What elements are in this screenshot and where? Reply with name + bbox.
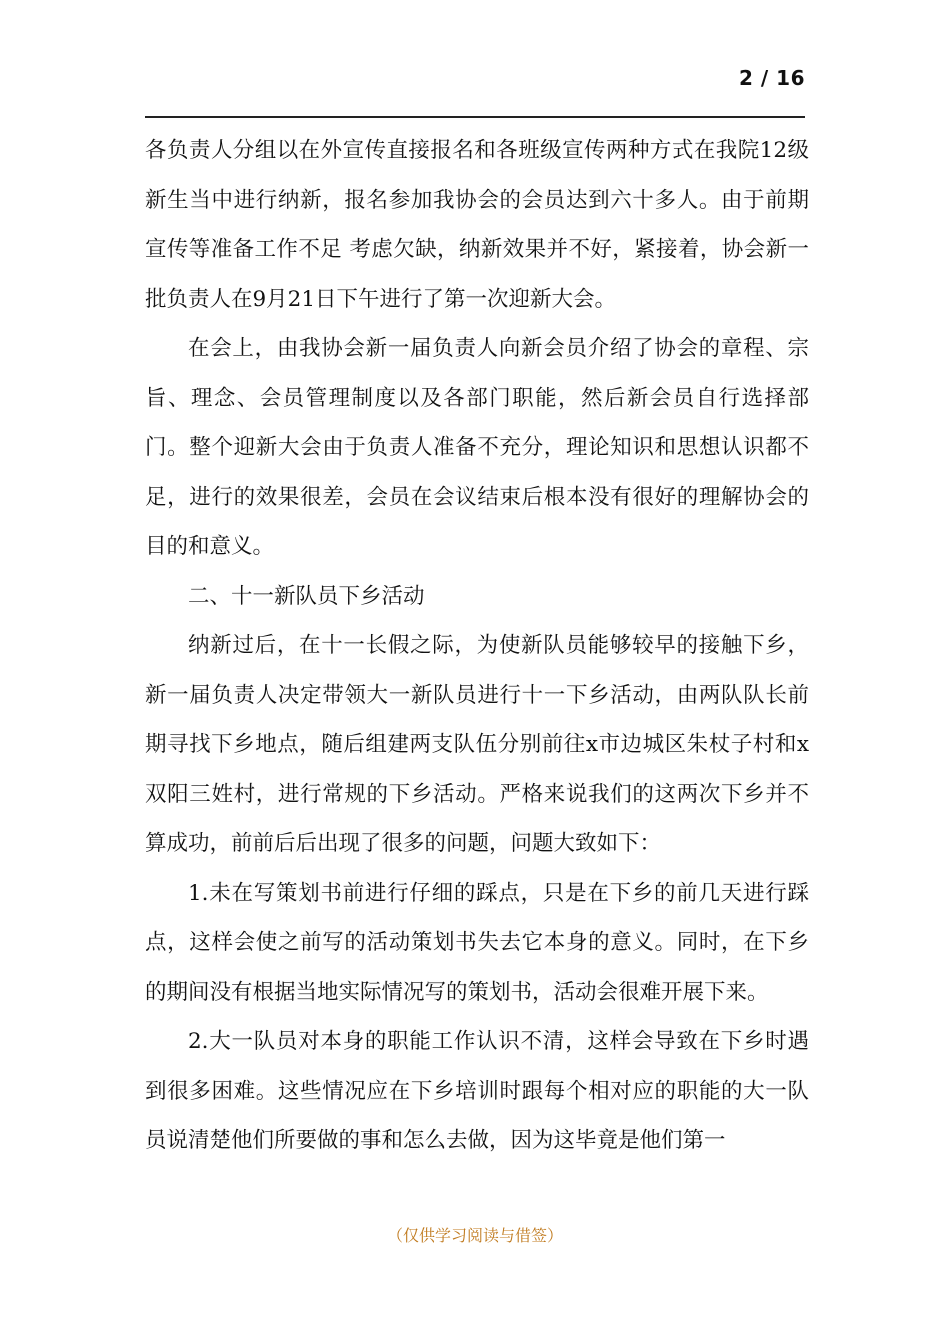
paragraph: 在会上，由我协会新一届负责人向新会员介绍了协会的章程、宗旨、理念、会员管理制度以及各部门职能，然后新会员自行选择部门。整个迎新大会由于负责人准备不充分，理论知识和思想认识都不足，进行的效果很差，会员在会议结束后根本没有很好的理解协会的目的和意义。 (145, 336, 809, 559)
list-item: 1.未在写策划书前进行仔细的踩点，只是在下乡的前几天进行踩点，这样会使之前写的活动策划书失去它本身的意义。同时，在下乡的期间没有根据当地实际情况写的策划书，活动会很难开展下来。 (145, 880, 809, 1005)
footer-note: （仅供学习阅读与借签） (386, 1226, 563, 1245)
paragraph: 各负责人分组以在外宣传直接报名和各班级宣传两种方式在我院12级新生当中进行纳新，报名参加我协会的会员达到六十多人。由于前期宣传等准备工作不足 考虑欠缺，纳新效果并不好，紧接着，协会新一批负责人在9月21日下午进行了第一次迎新大会。 (145, 138, 809, 312)
paragraph: 纳新过后，在十一长假之际，为使新队员能够较早的接触下乡，新一届负责人决定带领大一新队员进行十一下乡活动，由两队队长前期寻找下乡地点，随后组建两支队伍分别前往x市边城区朱杖子村和x双阳三姓村，进行常规的下乡活动。严格来说我们的这两次下乡并不算成功，前前后后出现了很多的问题，问题大致如下： (145, 633, 809, 856)
page-number: 2 / 16 (739, 66, 805, 90)
section-heading: 二、十一新队员下乡活动 (188, 583, 425, 609)
document-body (145, 126, 809, 1166)
list-item: 2.大一队员对本身的职能工作认识不清，这样会导致在下乡时遇到很多困难。这些情况应在下乡培训时跟每个相对应的职能的大一队员说清楚他们所要做的事和怎么去做，因为这毕竟是他们第一 (145, 1029, 809, 1153)
page-header (145, 66, 805, 118)
